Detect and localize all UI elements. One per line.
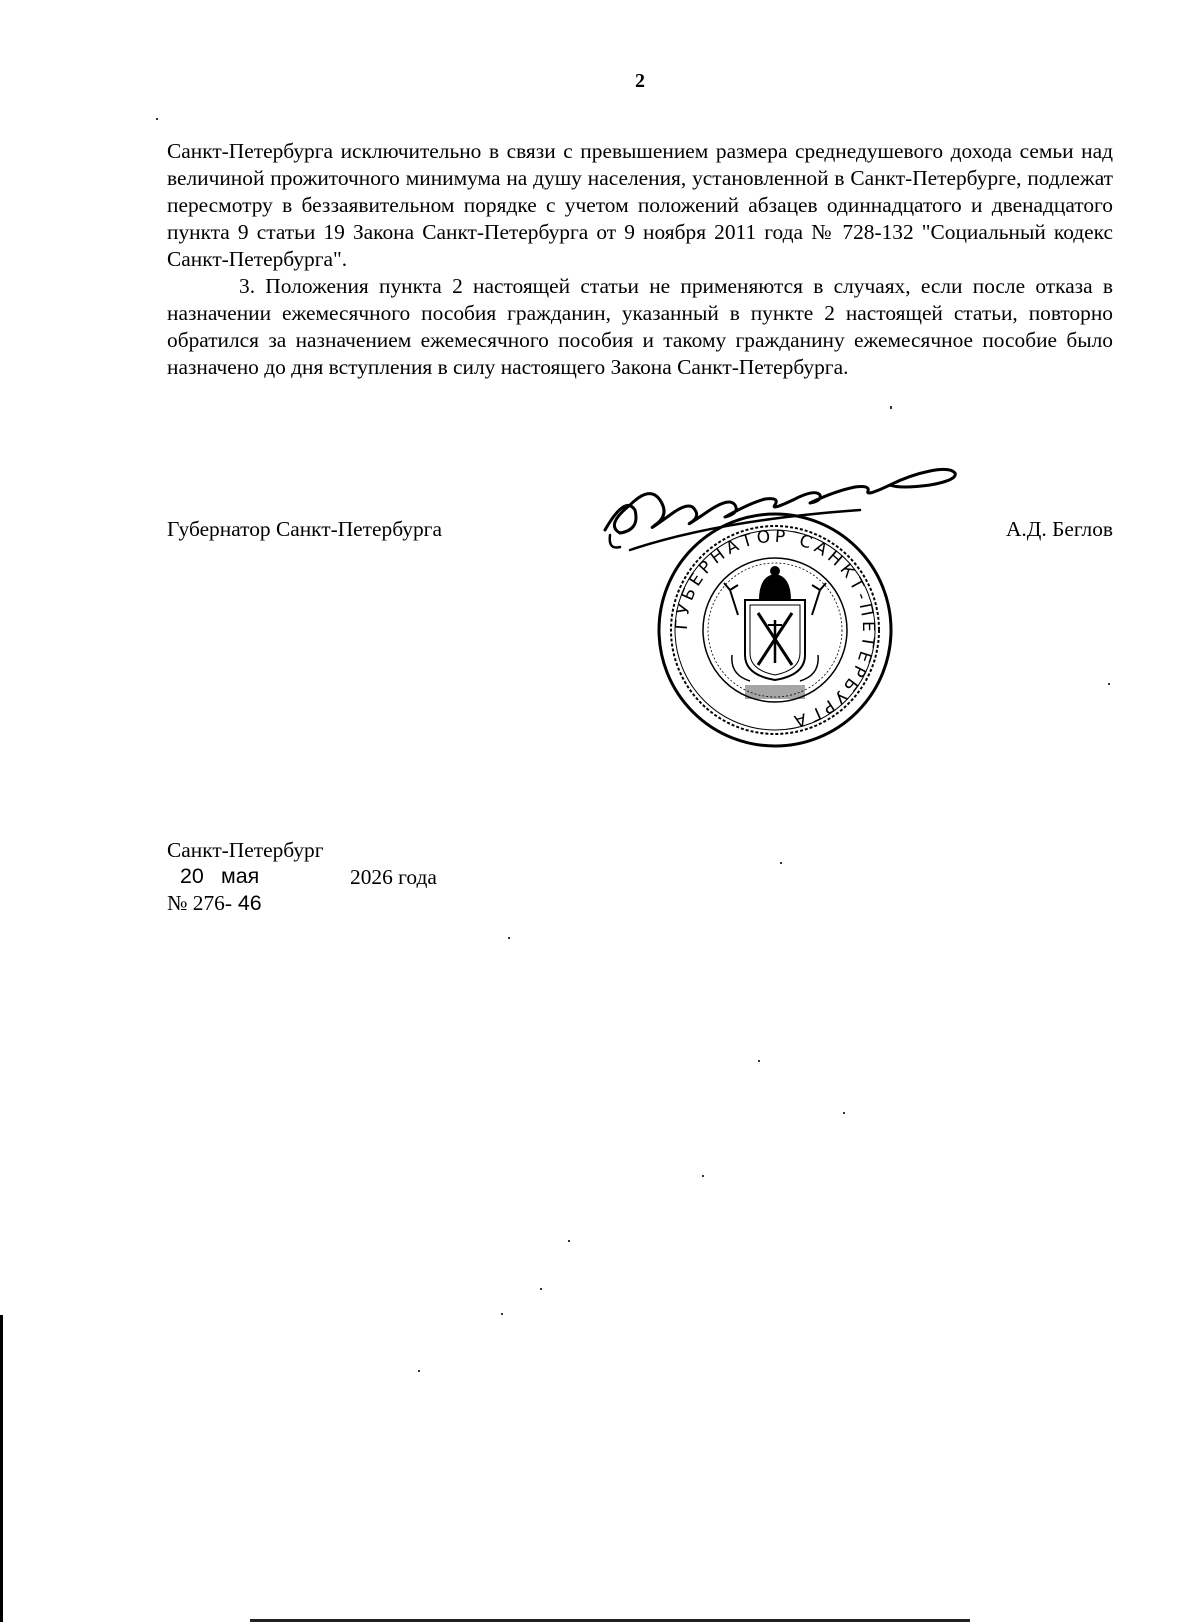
document-number-prefix: № 276- [167, 891, 232, 915]
handwritten-signature [600, 455, 990, 565]
document-number [167, 891, 262, 916]
scan-edge-line [0, 1315, 3, 1622]
page-number: 2 [635, 70, 645, 92]
scan-speck [540, 1288, 542, 1290]
signing-place: Санкт-Петербург [167, 838, 324, 862]
scan-speck [508, 937, 510, 939]
scan-speck [843, 1112, 845, 1114]
seal-outer-text: ГУБЕРНАТОР САНКТ-ПЕТЕРБУРГА [671, 526, 879, 732]
scan-speck [890, 406, 892, 409]
paragraph-continuation: Санкт-Петербурга исключительно в связи с превышением размера среднедушевого дохода семьи над величиной прожиточного минимума на душу населения, установленной в Санкт-Петербурге, подлежат пересмотру в беззаявительном порядке с учетом положений абзацев одиннадцатого и двенадцатого пункта 9 статьи 19 Закона Санкт-Петербурга от 9 ноября 2011 года № 728-132 "Социальный кодекс Санкт-Петербурга". [167, 139, 1113, 271]
signing-year: 2026 года [350, 865, 437, 889]
scan-speck [758, 1060, 760, 1062]
scan-speck [418, 1370, 420, 1372]
signatory-name: А.Д. Беглов [1005, 517, 1113, 541]
document-body [167, 138, 1113, 381]
scan-speck [780, 862, 782, 864]
signing-day: 20 [180, 864, 204, 888]
scan-speck [1108, 683, 1110, 685]
scan-speck [156, 118, 158, 120]
scan-speck [501, 1313, 503, 1315]
document-number-suffix: 46 [231, 891, 262, 915]
paragraph-item-3: 3. Положения пункта 2 настоящей статьи не применяются в случаях, если после отказа в назначении ежемесячного пособия гражданин, указанный в пункте 2 настоящей статьи, повторно обратился за назначением ежемесячного пособия и такому гражданину ежемесячное пособие было назначено до дня вступления в силу настоящего Закона Санкт-Петербурга. [167, 274, 1113, 379]
coat-of-arms-icon [724, 567, 826, 681]
signatory-title: Губернатор Санкт-Петербурга [167, 517, 442, 541]
scan-speck [702, 1175, 704, 1177]
scan-speck [568, 1240, 570, 1242]
signing-month: мая [221, 864, 260, 888]
